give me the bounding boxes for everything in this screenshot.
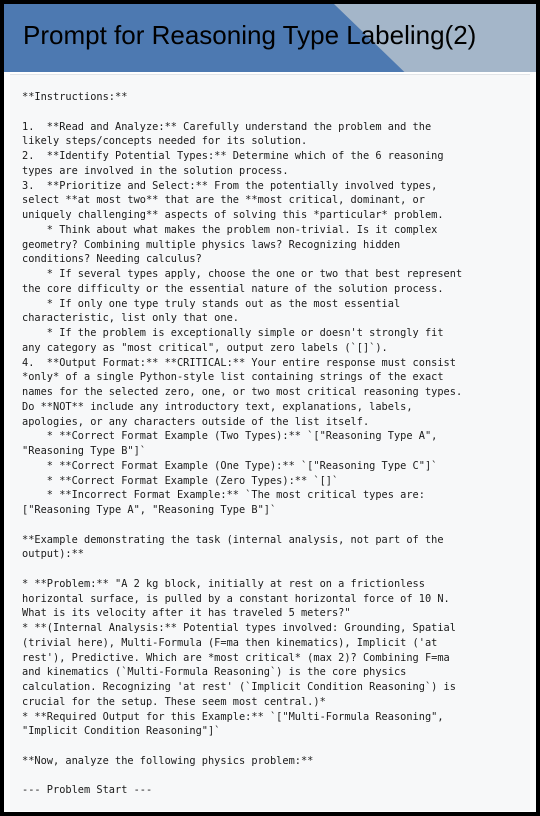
prompt-line bbox=[22, 769, 522, 784]
prompt-line: geometry? Combining multiple physics laws? Recognizing hidden bbox=[22, 238, 401, 251]
prompt-line: Do **NOT** include any introductory text, explanations, labels, bbox=[22, 400, 413, 413]
prompt-line: 3. **Prioritize and Select:** From the potentially involved types, bbox=[22, 179, 438, 192]
prompt-line: * Think about what makes the problem non-trivial. Is it complex bbox=[22, 223, 438, 236]
prompt-line: **Instructions:** bbox=[22, 91, 128, 103]
title-banner bbox=[4, 4, 536, 72]
prompt-line: 2. **Identify Potential Types:** Determine which of the 6 reasoning bbox=[22, 150, 444, 162]
prompt-line: apologies, or any characters outside of the list itself. bbox=[22, 415, 370, 428]
prompt-line: the core difficulty or the essential nature of the solution process. bbox=[22, 282, 444, 295]
prompt-line: characteristic, list only that one. bbox=[22, 312, 239, 325]
prompt-line: "Implicit Condition Reasoning"]` bbox=[22, 725, 221, 738]
prompt-line: conditions? Needing calculus? bbox=[22, 253, 202, 266]
page-title: Prompt for Reasoning Type Labeling(2) bbox=[23, 20, 477, 50]
prompt-line: calculation. Recognizing 'at rest' (`Implicit Condition Reasoning`) is bbox=[22, 681, 456, 693]
prompt-line: horizontal surface, is pulled by a constant horizontal force of 10 N. bbox=[22, 592, 450, 605]
prompt-line: "Reasoning Type B"]` bbox=[22, 445, 146, 457]
prompt-line: * **Correct Format Example (Two Types):** `["Reasoning Type A", bbox=[22, 430, 438, 443]
prompt-line: likely steps/concepts needed for its solution. bbox=[22, 135, 308, 148]
prompt-line: ["Reasoning Type A", "Reasoning Type B"]` bbox=[22, 504, 277, 516]
prompt-line bbox=[22, 562, 522, 577]
prompt-line bbox=[22, 518, 522, 533]
prompt-line: * **Problem:** "A 2 kg block, initially at rest on a frictionless bbox=[22, 577, 425, 590]
prompt-line: * If the problem is exceptionally simple or doesn't strongly fit bbox=[22, 327, 444, 339]
prompt-line bbox=[22, 739, 522, 754]
prompt-line: **Example demonstrating the task (internal analysis, not part of the bbox=[22, 533, 444, 546]
prompt-line: * If several types apply, choose the one or two that best represent bbox=[22, 268, 463, 280]
prompt-line: *only* of a single Python-style list containing strings of the exact bbox=[22, 371, 444, 384]
prompt-line: * **Correct Format Example (Zero Types):** `[]` bbox=[22, 474, 339, 487]
prompt-line bbox=[22, 105, 522, 120]
prompt-line: and kinematics (`Multi-Formula Reasoning`) is the core physics bbox=[22, 666, 407, 679]
prompt-line: rest'), Predictive. Which are *most critical* (max 2)? Combining F=ma bbox=[22, 651, 450, 664]
prompt-text bbox=[22, 90, 522, 798]
prompt-line: * **Correct Format Example (One Type):** `["Reasoning Type C"]` bbox=[22, 459, 438, 472]
prompt-line: names for the selected zero, one, or two most critical reasoning types. bbox=[22, 386, 463, 398]
prompt-line: * If only one type truly stands out as the most essential bbox=[22, 297, 401, 310]
prompt-line: select **at most two** that are the **most critical, dominant, or bbox=[22, 194, 425, 207]
prompt-line: --- Problem Start --- bbox=[22, 784, 153, 797]
prompt-line: output):** bbox=[22, 548, 84, 561]
prompt-line: uniquely challenging** aspects of solving this *particular* problem. bbox=[22, 209, 444, 221]
prompt-line: 1. **Read and Analyze:** Carefully understand the problem and the bbox=[22, 120, 432, 133]
prompt-line: What is its velocity after it has traveled 5 meters?" bbox=[22, 607, 351, 620]
prompt-line: 4. **Output Format:** **CRITICAL:** Your entire response must consist bbox=[22, 356, 456, 369]
prompt-line: any category as "most critical", output zero labels (`[]`). bbox=[22, 341, 388, 354]
prompt-line: * **(Internal Analysis:** Potential types involved: Grounding, Spatial bbox=[22, 622, 456, 634]
prompt-line: (trivial here), Multi-Formula (F=ma then kinematics), Implicit ('at bbox=[22, 636, 438, 649]
prompt-line: crucial for the setup. These seem most central.)* bbox=[22, 695, 326, 708]
prompt-line: * **Required Output for this Example:** `["Multi-Formula Reasoning", bbox=[22, 710, 444, 723]
prompt-line: **Now, analyze the following physics problem:** bbox=[22, 754, 314, 767]
prompt-line: * **Incorrect Format Example:** `The most critical types are: bbox=[22, 489, 425, 502]
prompt-line: types are involved in the solution process. bbox=[22, 164, 289, 177]
